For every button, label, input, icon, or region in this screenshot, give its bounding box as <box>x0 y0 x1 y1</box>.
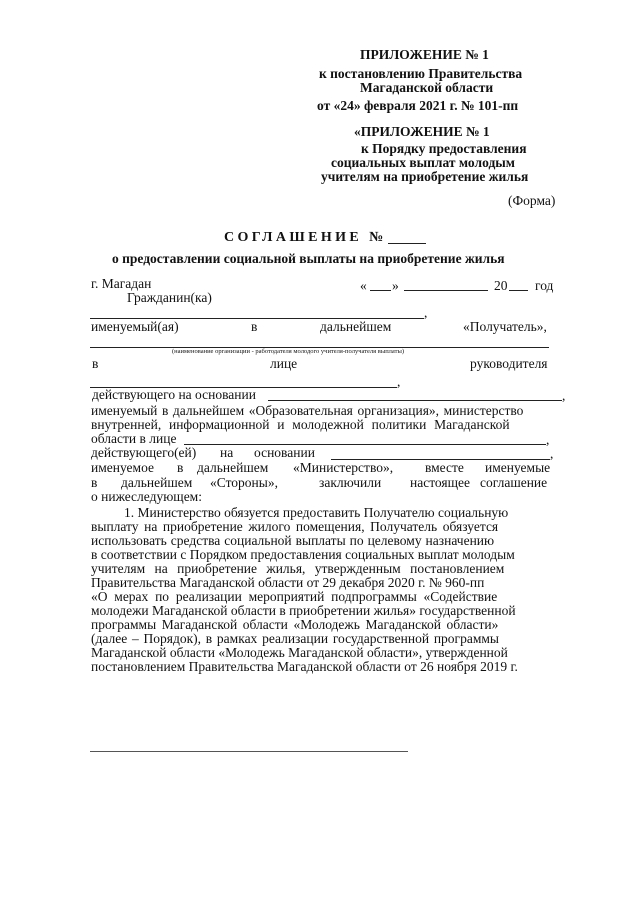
named-word-2: в <box>251 319 258 334</box>
acting-basis-label: действующего на основании <box>92 387 256 402</box>
paragraph-line: 1. Министерство обязуется предоставить Получателю социальную <box>124 505 509 520</box>
year-suffix: год <box>535 278 554 293</box>
year-blank <box>509 290 528 291</box>
date-open-quote: « <box>360 278 367 293</box>
in-word: в <box>92 356 99 371</box>
agreement-subtitle: о предоставлении социальной выплаты на приобретение жилья <box>112 251 505 266</box>
comma: , <box>424 305 428 320</box>
sides-word-2: дальнейшем <box>121 475 193 490</box>
organization-hint: (наименование организации - работодателя молодого учителя-получателя выплаты) <box>172 348 405 355</box>
comma: , <box>550 446 554 461</box>
ministry-word-6: именуемые <box>485 460 551 475</box>
recipient-label: «Получатель», <box>463 319 547 334</box>
date-close-quote: » <box>392 278 399 293</box>
paragraph-line: (далее – Порядок), в рамках реализации государственной программы <box>91 631 499 646</box>
comma: , <box>397 374 401 389</box>
following-label: о нижеследующем: <box>91 489 202 504</box>
ministry-line: внутренней, информационной и молодежной политики Магаданской <box>91 417 510 432</box>
sides-word-1: в <box>91 475 98 490</box>
paragraph-line: в соответствии с Порядком предоставления социальных выплат молодым <box>91 547 515 562</box>
month-blank <box>404 290 488 291</box>
ministry-word-2: в <box>177 460 184 475</box>
basis-blank <box>268 400 562 401</box>
paragraph-line: использовать средства социальной выплаты по целевому назначению <box>91 533 495 548</box>
named-word-1: именуемый(ая) <box>91 319 179 334</box>
paragraph-line: программы Магаданской области «Молодежь Магаданской области» <box>91 617 499 632</box>
region-face-label: области в лице <box>91 431 177 446</box>
citizen-label: Гражданин(ка) <box>127 290 212 305</box>
date-number-line: от «24» февраля 2021 г. № 101-пп <box>317 98 519 113</box>
resolution-line: к постановлению Правительства <box>319 66 523 81</box>
named-org-line: именуемый в дальнейшем «Образовательная организация», министерство <box>91 403 524 418</box>
ministry-word-5: вместе <box>425 460 464 475</box>
footnote-separator <box>90 751 408 752</box>
paragraph-line: постановлением Правительства Магаданской области от 26 ноября 2019 г. <box>91 659 518 674</box>
agreement-title: СОГЛАШЕНИЕ № <box>224 230 387 245</box>
day-blank <box>370 290 391 291</box>
region-line: Магаданской области <box>360 80 494 95</box>
sides-word-4: заключили <box>319 475 382 490</box>
order-line-2: социальных выплат молодым <box>331 155 516 170</box>
acting2-word-1: действующего(ей) <box>91 445 197 460</box>
agreement-number-blank <box>388 243 426 244</box>
order-line-3: учителям на приобретение жилья <box>321 169 529 184</box>
acting2-word-3: основании <box>254 445 315 460</box>
paragraph-line: Магаданской области «Молодежь Магаданской области», утвержденной <box>91 645 508 660</box>
paragraph-line: учителям на приобретение жилья, утвержденным постановлением <box>91 561 505 576</box>
sides-word-5: настоящее <box>410 475 471 490</box>
paragraph-line: молодежи Магаданской области в приобретении жилья» государственной <box>91 603 516 618</box>
head-word: руководителя <box>470 356 548 371</box>
city: г. Магадан <box>91 276 152 291</box>
comma: , <box>546 432 550 447</box>
paragraph-line: «О мерах по реализации мероприятий подпрограммы «Содействие <box>91 589 498 604</box>
sides-word-6: соглашение <box>480 475 548 490</box>
ministry-word-1: именуемое <box>91 460 154 475</box>
year-prefix: 20 <box>494 278 508 293</box>
named-word-3: дальнейшем <box>320 319 392 334</box>
sides-label: «Стороны», <box>210 475 278 490</box>
order-line-1: к Порядку предоставления <box>361 141 527 156</box>
appendix-title-2: «ПРИЛОЖЕНИЕ № 1 <box>354 124 490 139</box>
face-word: лице <box>270 356 298 371</box>
ministry-label: «Министерство», <box>293 460 394 475</box>
paragraph-line: Правительства Магаданской области от 29 декабря 2020 г. № 960-пп <box>91 575 485 590</box>
paragraph-line: выплату на приобретение жилого помещения, Получатель обязуется <box>91 519 499 534</box>
minister-name-blank <box>184 444 546 445</box>
appendix-title: ПРИЛОЖЕНИЕ № 1 <box>360 47 489 62</box>
comma: , <box>562 388 566 403</box>
form-label: (Форма) <box>508 193 556 208</box>
ministry-word-3: дальнейшем <box>197 460 269 475</box>
acting2-word-2: на <box>220 445 234 460</box>
